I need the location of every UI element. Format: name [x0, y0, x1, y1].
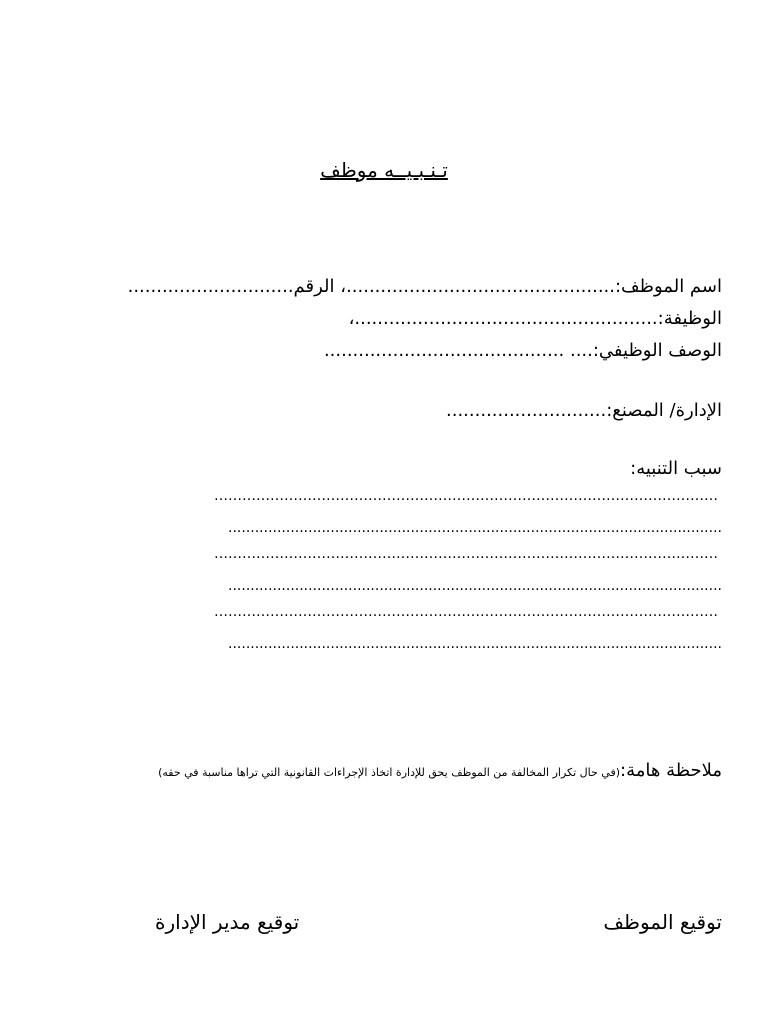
job-description-field: الوصف الوظيفي:.... ..........................................	[323, 340, 722, 361]
reason-line: ...............................................................................................................	[228, 578, 722, 594]
reason-line: ………………………………………………………………………………………………	[214, 488, 718, 504]
reason-line: ………………………………………………………………………………………………	[214, 546, 718, 562]
employee-signature: توقيع الموظف	[603, 910, 722, 934]
job-field: الوظيفة:.....................................................،	[348, 308, 722, 329]
reason-label: سبب التنبيه:	[630, 458, 722, 479]
note-label: ملاحظة هامة:	[620, 760, 722, 781]
employee-name-field: اسم الموظف:...............................................، الرقم.............................	[127, 276, 722, 297]
important-note	[158, 760, 722, 781]
reason-line: ………………………………………………………………………………………………	[214, 604, 718, 620]
note-text: (في حال تكرار المخالفة من الموظف يحق للإدارة اتخاذ الإجراءات القانونية التي تراها مناسبة في حقه)	[158, 766, 621, 779]
manager-signature: توقيع مدير الإدارة	[155, 910, 300, 934]
department-field: الإدارة/ المصنع:............................	[446, 400, 722, 421]
reason-line: ...............................................................................................................	[228, 636, 722, 652]
reason-line: ...............................................................................................................	[228, 520, 722, 536]
document-title: تـنـبـيــه موظف	[320, 158, 448, 182]
